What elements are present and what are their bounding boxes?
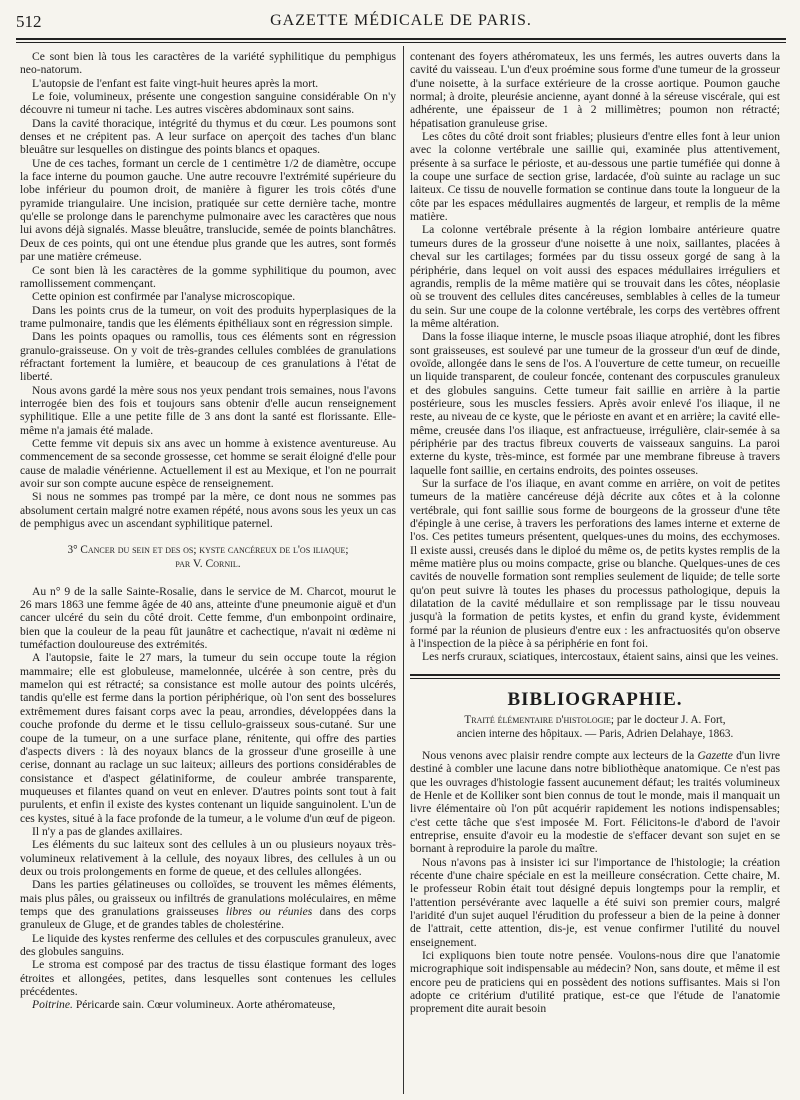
book-reference <box>410 714 780 741</box>
emphasis-text: Gazette <box>697 748 733 762</box>
section-rule-thick <box>410 674 780 676</box>
paragraph: Si nous ne sommes pas trompé par la mère, ce dont nous ne sommes pas absolument certain malgré notre examen répété, nous avons sous les yeux un cas de pemphigus avec un ascendant syphilitique paternel. <box>20 490 396 531</box>
paragraph: Une de ces taches, formant un cercle de 1 centimètre 1/2 de diamètre, occupe la face interne du poumon gauche. Une autre recouvre l'extrémité supérieure du lobe inférieur du poumon droit, de manière à figurer les trois côtés d'une pyramide triangulaire. Une incision, pratiquée sur cette dernière tache, montre qu'elle se prolonge dans le parenchyme pulmonaire avec les caractères que nous lui avons déjà signalés. Masse bleuâtre, translucide, semée de points blanchâtres. Deux de ces points, qui ont une étendue plus grande que les autres, sont formés par une matière crémeuse. <box>20 156 396 264</box>
paragraph: Le liquide des kystes renferme des cellules et des corpuscules granuleux, avec des globules sanguins. <box>20 931 396 958</box>
paragraph: L'autopsie de l'enfant est faite vingt-huit heures après la mort. <box>32 76 319 90</box>
paragraph: Cette femme vit depuis six ans avec un homme à existence aventureuse. Au commencement de sa seconde grossesse, cet homme se serait éloigné d'elle pour cause de maladie vénérienne. Actuellement il est au Mexique, et l'on ne pourrait avoir sur son compte aucune espèce de renseignement. <box>20 436 396 490</box>
paragraph <box>20 998 396 1011</box>
paragraph: La colonne vertébrale présente à la région lombaire antérieure quatre tumeurs dures de la grosseur d'une noisette à une noix, saillantes, placées à cheval sur les cartilages; formées par du tissu osseux gorgé de sang à la périphérie, dans lequel on voit aussi des espaces médullaires irréguliers et agrandis, remplis de la même matière qui se trouvait dans les côtes, néoplasie où se trouvent des cellules dites cancéreuses, semblables à celles de la tumeur du sein. Sur une coupe de la colonne vertébrale, les corps des vertèbres offrent la même altération. <box>410 223 780 330</box>
paragraph: Les côtes du côté droit sont friables; plusieurs d'entre elles font à leur union avec la colonne vertébrale une saillie qui, examinée plus attentivement, présente à sa surface le périoste, et au-dessous une partie tuméfiée qui donne à la coupe une surface de section grise, lardacée, d'où suinte au raclage un suc laiteux. Ce tissu de nouvelle formation se continue dans toute la longueur de la côte par les espaces médullaires augmentés de largeur, et remplis de la même matière. <box>410 130 780 224</box>
book-author: par le docteur J. A. Fort, <box>616 714 726 727</box>
newspaper-page <box>16 10 786 1095</box>
paragraph: Dans la cavité thoracique, intégrité du thymus et du cœur. Les poumons sont denses et ne crépitent pas. A leur surface on aperçoit des taches d'un blanc bleuâtre sur lesquelles on distingue des points blancs et opaques. <box>20 116 396 157</box>
emphasis-text: libres ou réunies <box>225 904 313 918</box>
paragraph: Cette opinion est confirmée par l'analyse microscopique. <box>32 290 296 304</box>
paragraph: Il n'y a pas de glandes axillaires. <box>32 824 183 838</box>
header-rule-thin <box>16 42 786 43</box>
page-header <box>16 10 786 36</box>
paragraph: Dans la fosse iliaque interne, le muscle psoas iliaque atrophié, dont les fibres sont graisseuses, est soulevé par une tumeur de la grosseur d'un œuf de dinde, ovoïde, allongée dans le sens de l'os. A l'ouverture de cette tumeur, on recueille un liquide transparent, de couleur foncée, contenant des corpuscules granuleux et des globules sanguins. Cette tumeur fait saillie en arrière à la partie postérieure, sous les muscles fessiers. Après avoir enlevé l'os iliaque, il ne reste, au niveau de ce kyste, que le périoste en avant et en arrière; la cavité elle-même, creusée dans l'os iliaque, est anfractueuse, irrégulière, clair-semée à sa périphérie par des tractus fibreux couverts de vaisseaux sanguins. La paroi externe du kyste, très-mince, est formée par une membrane fibreuse à travers laquelle font saillie, en certains endroits, des pointes osseuses. <box>410 330 780 477</box>
bibliography-heading: BIBLIOGRAPHIE. <box>507 688 683 710</box>
text-run: Dans les parties gélatineuses ou colloïdes, se trouvent les mêmes éléments, mais plus pâles, ou graisseux ou infiltrés de granulations moléculaires, en même temps que des granulations graisseuses <box>20 878 396 918</box>
section-author: par V. Cornil. <box>175 557 241 571</box>
text-run: Nous venons avec plaisir rendre compte aux lecteurs de la <box>422 748 695 762</box>
section-rule-thin <box>410 678 780 679</box>
emphasis-text: Poitrine. <box>32 998 73 1012</box>
paragraph: Les éléments du suc laiteux sont des cellules à un ou plusieurs noyaux très-volumineux relativement à la cellule, des noyaux libres, des cellules à un ou deux ou trois prolongements en forme de queue, et des cellules allongées. <box>20 838 396 878</box>
paragraph: Le foie, volumineux, présente une congestion sanguine considérable On n'y découvre ni tumeur ni tache. Les autres viscères abdominaux sont sains. <box>20 90 396 117</box>
header-rule-thick <box>16 38 786 40</box>
right-column <box>410 50 780 1016</box>
paragraph: Sur la surface de l'os iliaque, en avant comme en arrière, on voit de petites tumeurs de la matière cancéreuse déjà décrite aux côtes et à la colonne vertébrale, qui font saillie sous forme de bourgeons de la grosseur d'une tête d'épingle à une cerise, à travers les perforations des lames interne et externe de l'os. Ces petites tumeurs présentent, quelques-unes du moins, des ecchymoses. Il existe aussi, creusés dans le diploé du même os, de petits kystes remplis de la même matière plus ou moins compacte, grise ou blanche. Quelques-unes de ces cavités de nouvelle formation sont remplies seulement de liquide; de telle sorte qu'on peut suivre là toutes les phases du processus pathologique, depuis la dilatation de la cavité médullaire et son remplissage par le tissu nouveau jusqu'à la formation de petits kystes, et enfin du grand kyste, évidemment formé par la réunion de plusieurs d'entre eux : les anfractuosités qu'on observe à l'inspection de la pièce à sa périphérie en font foi. <box>410 477 780 651</box>
paragraph: Ici expliquons bien toute notre pensée. Voulons-nous dire que l'anatomie micrographique soit indispensable au médecin? Non, sans doute, et même il est encore peu de praticiens qui en possèdent des notions suffisantes. Mais si l'on adopte ce critérium d'utilité pratique, est-ce que l'étude de l'anatomie proprement dite aurait besoin <box>410 949 780 1016</box>
text-run: dans des corps granuleux de Gluge, et de grandes tables de cholestérine. <box>20 904 396 932</box>
journal-title: GAZETTE MÉDICALE DE PARIS. <box>270 12 532 29</box>
paragraph: Nous n'avons pas à insister ici sur l'importance de l'histologie; la création récente d'une chaire spéciale en est la meilleure consécration. Cette chaire, M. le professeur Robin était tout désigné depuis longtemps pour la remplir, et l'attention persévérante avec laquelle a été suivi son premier cours, malgré l'aridité d'un sujet auquel l'érudition du professeur a bien de la peine à donner de l'attrait, cette attention, dis-je, est venue confirmer l'utilité du nouvel enseignement. <box>410 855 780 949</box>
text-run: Péricarde sain. Cœur volumineux. Aorte athéromateuse, <box>75 998 336 1012</box>
book-info: ancien interne des hôpitaux. — Paris, Adrien Delahaye, 1863. <box>456 727 734 740</box>
paragraph <box>410 749 780 856</box>
book-title: Traité élémentaire d'histologie; <box>464 714 615 727</box>
left-column <box>20 50 396 1012</box>
paragraph: contenant des foyers athéromateux, les uns fermés, les autres ouverts dans la cavité du vaisseau. L'un d'eux proémine sous forme d'une tumeur de la grosseur d'une noisette, à la surface extérieure de la crosse aortique. Poumon gauche normal; à droite, pleurésie ancienne, ayant donné à la séreuse viscérale, qui est adhérente, une épaisseur de 1 à 2 millimètres; poumon non rétracté; hépatisation granuleuse grise. <box>410 50 780 130</box>
paragraph: Ce sont bien là tous les caractères de la variété syphilitique du pemphigus neo-natorum. <box>20 50 396 77</box>
paragraph: Ce sont bien là les caractères de la gomme syphilitique du poumon, avec ramollissement commençant. <box>20 263 396 290</box>
paragraph: Nous avons gardé la mère sous nos yeux pendant trois semaines, nous l'avons interrogée bien des fois et toujours sans obtenir d'elle aucun renseignement syphilitique. Elle a une petite fille de 3 ans dont la santé est florissante. Elle-même n'a jamais été malade. <box>20 383 396 437</box>
paragraph: Dans les points crus de la tumeur, on voit des produits hyperplasiques de la trame pulmonaire, tandis que les éléments épithéliaux sont en régression simple. <box>20 303 396 330</box>
text-run: d'un livre destiné à combler une lacune dans notre bibliothèque anatomique. Ce n'est pas que les ouvrages d'histologie fassent aucunement défaut; les traités volumineux de Henle et de Kolliker sont bien connus de tout le monde, mais il manquait un livre élémentaire où l'on pût acquérir rapidement les notions indispensables; c'est cette tâche que s'est imposée M. Fort. Félicitons-le d'abord de l'avoir entreprise, ensuite d'avoir eu la modestie de s'effacer devant son sujet en se bornant à reproduire la parole du maître. <box>410 748 781 856</box>
paragraph: A l'autopsie, faite le 27 mars, la tumeur du sein occupe toute la région mammaire; elle est globuleuse, mamelonnée, ulcérée à son centre, près du mamelon qui est rétracté; sa consistance est molle autour des points ulcérés, tandis qu'elle est ferme dans la portion périphérique, où l'on sent des bosselures extrêmement dures faisant corps avec la peau, arrondies, développées dans la couche profonde du derme et le tissu cellulo-graisseux sous-cutané. Sur une coupe de la tumeur, on a une surface plane, rénitente, qui offre des parties d'aspects divers : là des noyaux blancs de la grosseur d'une groseille à une cerise, donnant au raclage un suc laiteux; ailleurs des portions considérables de consistance et d'aspect gélatiniforme, de couleur ambrée transparente, muqueuses et filantes quand on veut en enlever. D'autres points sont tout à fait purulents, et enfin il existe des kystes contenant un liquide sanguinolent. L'un de ces kystes, situé à la face profonde de la tumeur, a le volume d'un œuf de pigeon. <box>20 651 396 825</box>
paragraph <box>20 878 396 931</box>
paragraph: Les nerfs cruraux, sciatiques, intercostaux, étaient sains, ainsi que les veines. <box>422 650 779 664</box>
column-divider <box>403 46 404 1094</box>
section-title: 3° Cancer du sein et des os; kyste cancéreux de l'os iliaque; <box>67 544 349 557</box>
paragraph: Le stroma est composé par des tractus de tissu élastique formant des loges étroites et allongées, petites, dans lesquelles sont contenues les cellules précédentes. <box>20 958 396 999</box>
paragraph: Au n° 9 de la salle Sainte-Rosalie, dans le service de M. Charcot, mourut le 26 mars 1863 une femme âgée de 40 ans, atteinte d'une pneumonie aiguë et d'un cancer ulcéré du sein du côté droit. Cette femme, d'un embonpoint ordinaire, bien que la couleur de la peau fût jaunâtre et cachectique, n'avait ni œdème ni tuméfaction douloureuse des extrémités. <box>20 584 396 652</box>
page-number: 512 <box>16 12 42 31</box>
paragraph: Dans les points opaques ou ramollis, tous ces éléments sont en régression granulo-graisseuse. On y voit de très-grandes cellules comblées de granulations réfractant fortement la lumière, et beaucoup de ces granulations à l'état de liberté. <box>20 330 396 384</box>
